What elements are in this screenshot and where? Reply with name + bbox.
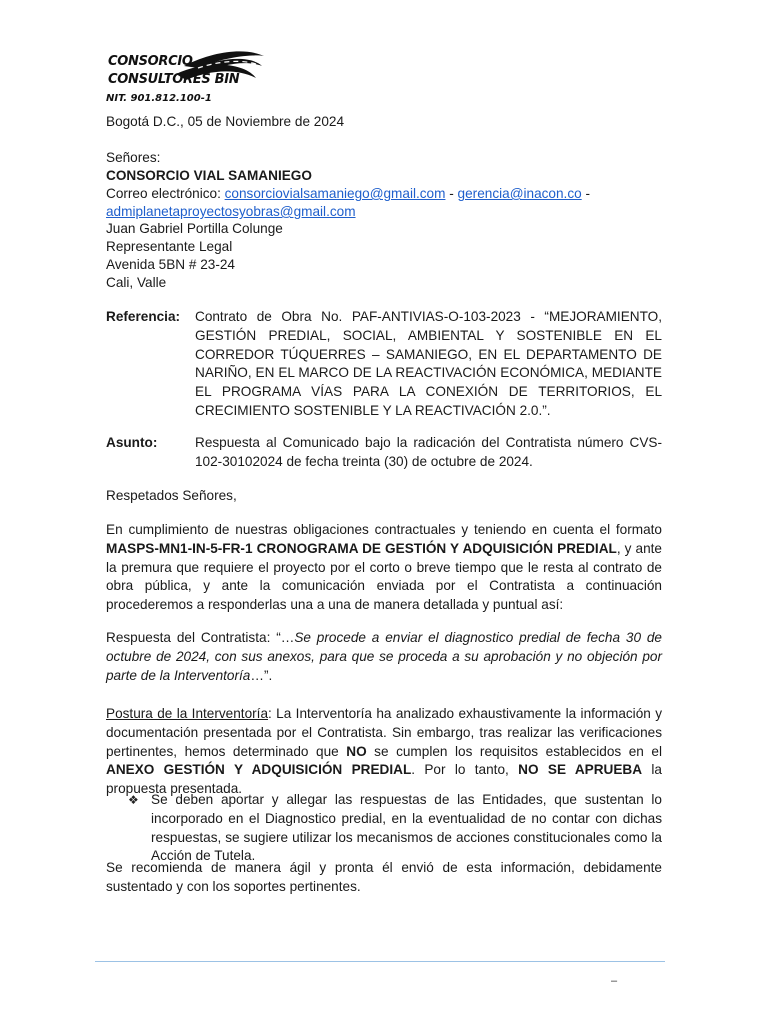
email-line-2 — [106, 203, 356, 221]
paragraph-interventoria-position — [106, 705, 662, 799]
reference-label: Referencia: — [106, 309, 181, 324]
paragraph-text: . Por lo tanto, — [411, 762, 519, 778]
paragraph-contractor-response — [106, 629, 662, 685]
quoted-response: Se procede a enviar el diagnostico predial de fecha 30 de octubre de 2024, con sus anexos, para que se proceda a su aprobación y no objeción por parte de la Interventoría — [106, 630, 662, 683]
email-line — [106, 185, 590, 203]
email-separator: - — [445, 186, 458, 201]
email-link-3[interactable]: admiplanetaproyectosyobras@gmail.com — [106, 204, 356, 219]
footer-divider — [95, 961, 665, 962]
paragraph-text: Respuesta del Contratista: “… — [106, 630, 295, 645]
footer-mark: – — [611, 975, 618, 987]
position-heading: Postura de la Interventoría — [106, 706, 269, 721]
paragraph-text: la propuesta presentada. — [106, 762, 662, 797]
diamond-bullet-icon: ❖ — [128, 793, 139, 807]
paragraph-text: : La Interventoría ha analizado exhaustivamente la información y documentación presentada por el Contratista. Sin embargo, tras realizar las verificaciones pertinentes, hemos determinado que — [106, 706, 662, 759]
subject-label: Asunto: — [106, 435, 158, 450]
reference-text: Contrato de Obra No. PAF-ANTIVIAS-O-103-2023 - “MEJORAMIENTO, GESTIÓN PREDIAL, SOCIAL, AMBIENTAL Y SOSTENIBLE EN EL CORREDOR TÚQUERRES – SAMANIEGO, EN EL DEPARTAMENTO DE NARIÑO, EN EL MARCO DE LA REACTIVACIÓN ECONÓMICA, MEDIANTE EL PROGRAMA VÍAS PARA LA CONEXIÓN DE TERRITORIOS, EL CRECIMIENTO SOSTENIBLE Y LA REACTIVACIÓN 2.0.”. — [195, 309, 662, 418]
paragraph-text: …”. — [250, 667, 273, 683]
logo-text-consorcio: CONSORCIO — [108, 54, 193, 69]
paragraph-text: , y ante la premura que requiere el proyecto por el corto o breve tiempo que le resta al contrato de obra pública, y ante la comunicación enviada por el Contratista a continuación procederemos a responderlas una a una de manera detallada y puntual así: — [106, 540, 662, 613]
paragraph-obligations — [106, 521, 662, 615]
recipient-city: Cali, Valle — [106, 275, 167, 290]
email-label: Correo electrónico: — [106, 186, 221, 201]
bullet-text: Se deben aportar y allegar las respuestas de las Entidades, que sustentan lo incorporado en el Diagnostico predial, en la eventualidad de no contar con dichas respuestas, se sugiere utilizar los mecanismos de acciones constitucionales como la Acción de Tutela. — [151, 792, 662, 864]
email-link-2[interactable]: gerencia@inacon.co — [457, 186, 582, 201]
recipient-company: CONSORCIO VIAL SAMANIEGO — [106, 168, 312, 183]
company-nit: NIT. 901.812.100-1 — [106, 93, 212, 104]
paragraph-text: En cumplimiento de nuestras obligaciones contractuales y teniendo en cuenta el formato — [106, 522, 662, 537]
emphasis-no: NO — [346, 743, 367, 759]
recipient-address: Avenida 5BN # 23-24 — [106, 257, 235, 272]
format-name: MASPS-MN1-IN-5-FR-1 CRONOGRAMA DE GESTIÓN Y ADQUISICIÓN PREDIAL — [106, 540, 617, 556]
subject-text: Respuesta al Comunicado bajo la radicación del Contratista número CVS-102-30102024 de fecha treinta (30) de octubre de 2024. — [195, 435, 662, 469]
recipient-name: Juan Gabriel Portilla Colunge — [106, 221, 283, 236]
paragraph-recommendation: Se recomienda de manera ágil y pronta él envió de esta información, debidamente sustentado y con los soportes pertinentes. — [106, 860, 662, 894]
annex-name: ANEXO GESTIÓN Y ADQUISICIÓN PREDIAL — [106, 762, 412, 778]
greeting: Respetados Señores, — [106, 488, 237, 503]
salutation: Señores: — [106, 150, 161, 165]
paragraph-text: se cumplen los requisitos establecidos en el — [366, 743, 662, 759]
logo-text-consultores: CONSULTORES BIN — [108, 72, 240, 87]
email-link-1[interactable]: consorciovialsamaniego@gmail.com — [224, 186, 446, 201]
email-separator: - — [581, 186, 590, 201]
emphasis-not-approved: NO SE APRUEBA — [518, 762, 643, 778]
date-line: Bogotá D.C., 05 de Noviembre de 2024 — [106, 114, 345, 129]
recipient-role: Representante Legal — [106, 239, 233, 254]
